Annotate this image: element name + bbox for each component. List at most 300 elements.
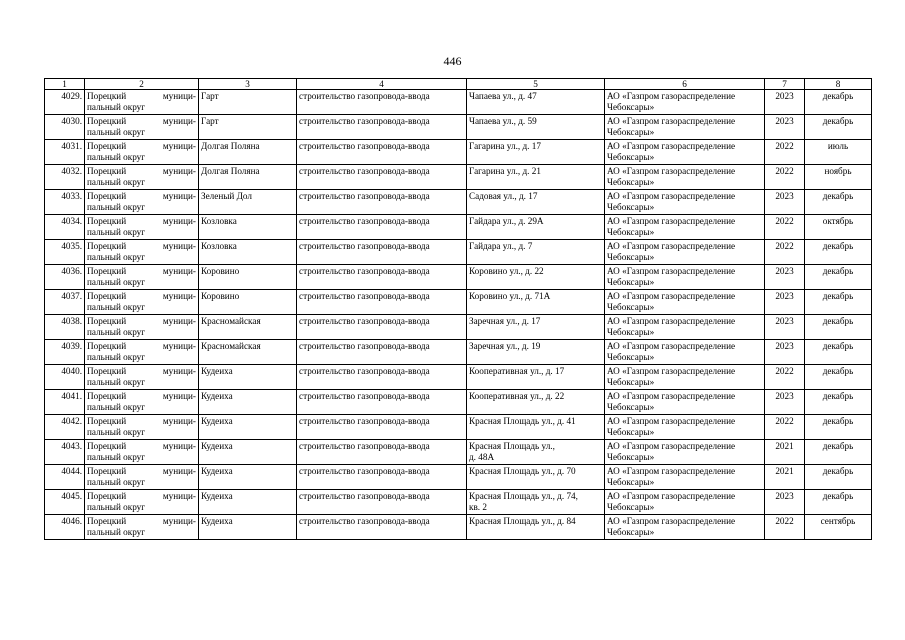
settlement: Кудеиха bbox=[201, 366, 233, 376]
organization-line: АО «Газпром газораспределение bbox=[607, 116, 736, 126]
district-text: Порецкий bbox=[87, 291, 127, 301]
organization-cell bbox=[605, 415, 765, 440]
work-type: строительство газопровода-ввода bbox=[299, 416, 430, 426]
column-header: 1 bbox=[45, 79, 85, 90]
row-number: 4031. bbox=[61, 141, 82, 151]
table-row bbox=[45, 240, 872, 265]
district-text: Порецкий bbox=[87, 516, 127, 526]
table-row bbox=[45, 265, 872, 290]
row-number-cell bbox=[45, 415, 85, 440]
work-type-cell bbox=[297, 465, 467, 490]
organization-cell bbox=[605, 465, 765, 490]
settlement: Козловка bbox=[201, 216, 237, 226]
month-cell bbox=[805, 215, 872, 240]
row-number-cell bbox=[45, 240, 85, 265]
settlement-cell bbox=[199, 340, 297, 365]
year-cell bbox=[765, 440, 805, 465]
work-type-cell bbox=[297, 365, 467, 390]
address-line: Заречная ул., д. 17 bbox=[469, 316, 541, 326]
work-type: строительство газопровода-ввода bbox=[299, 116, 430, 126]
district-text: муници- bbox=[162, 516, 196, 526]
district-text: пальный округ bbox=[87, 127, 146, 137]
month-cell bbox=[805, 340, 872, 365]
organization-line: Чебоксары» bbox=[607, 277, 655, 287]
organization-line: АО «Газпром газораспределение bbox=[607, 141, 736, 151]
table-row bbox=[45, 515, 872, 540]
address-cell bbox=[467, 340, 605, 365]
district-text: Порецкий bbox=[87, 491, 127, 501]
settlement-cell bbox=[199, 140, 297, 165]
work-type: строительство газопровода-ввода bbox=[299, 191, 430, 201]
work-type: строительство газопровода-ввода bbox=[299, 466, 430, 476]
district-text: муници- bbox=[162, 141, 196, 151]
month-cell bbox=[805, 190, 872, 215]
organization-line: Чебоксары» bbox=[607, 352, 655, 362]
district-text: муници- bbox=[162, 441, 196, 451]
district-text: пальный округ bbox=[87, 427, 146, 437]
month-cell bbox=[805, 165, 872, 190]
address-cell bbox=[467, 115, 605, 140]
row-number: 4038. bbox=[61, 316, 82, 326]
settlement: Кудеиха bbox=[201, 391, 233, 401]
organization-cell bbox=[605, 215, 765, 240]
district-text: пальный округ bbox=[87, 402, 146, 412]
organization-cell bbox=[605, 240, 765, 265]
month: декабрь bbox=[822, 91, 854, 101]
work-type: строительство газопровода-ввода bbox=[299, 366, 430, 376]
page-number: 446 bbox=[443, 54, 462, 68]
year-cell bbox=[765, 165, 805, 190]
year: 2022 bbox=[775, 516, 794, 526]
organization-line: Чебоксары» bbox=[607, 402, 655, 412]
organization-line: Чебоксары» bbox=[607, 377, 655, 387]
district-text: муници- bbox=[162, 166, 196, 176]
row-number-cell bbox=[45, 215, 85, 240]
row-number: 4033. bbox=[61, 191, 82, 201]
district-text: Порецкий bbox=[87, 91, 127, 101]
column-header: 2 bbox=[85, 79, 199, 90]
address-cell bbox=[467, 515, 605, 540]
work-type-cell bbox=[297, 490, 467, 515]
address-line: Красная Площадь ул., д. 41 bbox=[469, 416, 576, 426]
district-text: Порецкий bbox=[87, 366, 127, 376]
organization-line: Чебоксары» bbox=[607, 302, 655, 312]
work-type: строительство газопровода-ввода bbox=[299, 516, 430, 526]
work-type: строительство газопровода-ввода bbox=[299, 391, 430, 401]
year-cell bbox=[765, 265, 805, 290]
address-line: Заречная ул., д. 19 bbox=[469, 341, 541, 351]
organization-cell bbox=[605, 265, 765, 290]
row-number: 4030. bbox=[61, 116, 82, 126]
address-cell bbox=[467, 190, 605, 215]
district-text: пальный округ bbox=[87, 252, 146, 262]
district-cell bbox=[85, 340, 199, 365]
district-text: Порецкий bbox=[87, 266, 127, 276]
year: 2023 bbox=[775, 191, 794, 201]
month: декабрь bbox=[822, 341, 854, 351]
work-type-cell bbox=[297, 340, 467, 365]
table-row bbox=[45, 290, 872, 315]
month: декабрь bbox=[822, 466, 854, 476]
address-line: Гагарина ул., д. 17 bbox=[469, 141, 541, 151]
year-cell bbox=[765, 215, 805, 240]
row-number: 4040. bbox=[61, 366, 82, 376]
month-cell bbox=[805, 240, 872, 265]
address-line: кв. 2 bbox=[469, 502, 487, 512]
year-cell bbox=[765, 415, 805, 440]
work-type-cell bbox=[297, 290, 467, 315]
organization-cell bbox=[605, 140, 765, 165]
district-text: муници- bbox=[162, 91, 196, 101]
month: декабрь bbox=[822, 491, 854, 501]
district-text: муници- bbox=[162, 391, 196, 401]
year-cell bbox=[765, 240, 805, 265]
year-cell bbox=[765, 140, 805, 165]
table-row bbox=[45, 190, 872, 215]
address-line: Гайдара ул., д. 7 bbox=[469, 241, 533, 251]
year: 2023 bbox=[775, 491, 794, 501]
address-cell bbox=[467, 390, 605, 415]
organization-line: Чебоксары» bbox=[607, 527, 655, 537]
month: декабрь bbox=[822, 291, 854, 301]
district-text: Порецкий bbox=[87, 191, 127, 201]
work-type-cell bbox=[297, 415, 467, 440]
month-cell bbox=[805, 390, 872, 415]
row-number-cell bbox=[45, 90, 85, 115]
row-number: 4045. bbox=[61, 491, 82, 501]
work-type: строительство газопровода-ввода bbox=[299, 166, 430, 176]
address-cell bbox=[467, 465, 605, 490]
organization-line: Чебоксары» bbox=[607, 252, 655, 262]
address-cell bbox=[467, 90, 605, 115]
district-text: Порецкий bbox=[87, 466, 127, 476]
column-header: 6 bbox=[605, 79, 765, 90]
month: декабрь bbox=[822, 441, 854, 451]
settlement-cell bbox=[199, 240, 297, 265]
month: декабрь bbox=[822, 316, 854, 326]
district-cell bbox=[85, 515, 199, 540]
district-text: муници- bbox=[162, 116, 196, 126]
year: 2021 bbox=[775, 441, 794, 451]
month: сентябрь bbox=[820, 516, 856, 526]
row-number-cell bbox=[45, 440, 85, 465]
year: 2023 bbox=[775, 91, 794, 101]
district-text: Порецкий bbox=[87, 441, 127, 451]
row-number-cell bbox=[45, 265, 85, 290]
district-cell bbox=[85, 290, 199, 315]
district-text: пальный округ bbox=[87, 152, 146, 162]
organization-line: АО «Газпром газораспределение bbox=[607, 216, 736, 226]
settlement: Долгая Поляна bbox=[201, 141, 260, 151]
table-row bbox=[45, 340, 872, 365]
settlement: Кудеиха bbox=[201, 441, 233, 451]
year: 2022 bbox=[775, 166, 794, 176]
month-cell bbox=[805, 90, 872, 115]
district-text: Порецкий bbox=[87, 341, 127, 351]
district-cell bbox=[85, 265, 199, 290]
organization-line: АО «Газпром газораспределение bbox=[607, 191, 736, 201]
district-cell bbox=[85, 240, 199, 265]
district-text: Порецкий bbox=[87, 391, 127, 401]
row-number: 4041. bbox=[61, 391, 82, 401]
district-text: муници- bbox=[162, 416, 196, 426]
address-line: Гагарина ул., д. 21 bbox=[469, 166, 541, 176]
row-number-cell bbox=[45, 115, 85, 140]
district-cell bbox=[85, 365, 199, 390]
month: декабрь bbox=[822, 391, 854, 401]
organization-line: АО «Газпром газораспределение bbox=[607, 516, 736, 526]
organization-line: АО «Газпром газораспределение bbox=[607, 316, 736, 326]
year: 2023 bbox=[775, 316, 794, 326]
year: 2023 bbox=[775, 391, 794, 401]
column-header: 4 bbox=[297, 79, 467, 90]
settlement-cell bbox=[199, 365, 297, 390]
address-line: д. 48А bbox=[469, 452, 495, 462]
organization-line: Чебоксары» bbox=[607, 127, 655, 137]
address-line: Садовая ул., д. 17 bbox=[469, 191, 538, 201]
address-line: Коровино ул., д. 71А bbox=[469, 291, 551, 301]
organization-cell bbox=[605, 165, 765, 190]
district-text: пальный округ bbox=[87, 352, 146, 362]
district-text: пальный округ bbox=[87, 377, 146, 387]
month-cell bbox=[805, 290, 872, 315]
settlement-cell bbox=[199, 390, 297, 415]
table-row bbox=[45, 115, 872, 140]
district-text: пальный округ bbox=[87, 227, 146, 237]
year-cell bbox=[765, 190, 805, 215]
row-number-cell bbox=[45, 165, 85, 190]
month-cell bbox=[805, 140, 872, 165]
year: 2021 bbox=[775, 466, 794, 476]
work-type-cell bbox=[297, 140, 467, 165]
year: 2022 bbox=[775, 366, 794, 376]
district-text: пальный округ bbox=[87, 327, 146, 337]
year-cell bbox=[765, 340, 805, 365]
address-cell bbox=[467, 215, 605, 240]
month: декабрь bbox=[822, 116, 854, 126]
work-type-cell bbox=[297, 390, 467, 415]
organization-cell bbox=[605, 315, 765, 340]
organization-line: АО «Газпром газораспределение bbox=[607, 466, 736, 476]
district-cell bbox=[85, 440, 199, 465]
district-text: Порецкий bbox=[87, 241, 127, 251]
row-number: 4037. bbox=[61, 291, 82, 301]
table-row bbox=[45, 315, 872, 340]
district-cell bbox=[85, 90, 199, 115]
year-cell bbox=[765, 365, 805, 390]
settlement: Коровино bbox=[201, 266, 240, 276]
organization-cell bbox=[605, 90, 765, 115]
address-line: Гайдара ул., д. 29А bbox=[469, 216, 544, 226]
district-text: муници- bbox=[162, 316, 196, 326]
table-row bbox=[45, 390, 872, 415]
district-text: муници- bbox=[162, 341, 196, 351]
organization-line: АО «Газпром газораспределение bbox=[607, 441, 736, 451]
year-cell bbox=[765, 90, 805, 115]
district-cell bbox=[85, 390, 199, 415]
work-type: строительство газопровода-ввода bbox=[299, 241, 430, 251]
row-number: 4042. bbox=[61, 416, 82, 426]
organization-cell bbox=[605, 515, 765, 540]
table-row bbox=[45, 365, 872, 390]
organization-line: Чебоксары» bbox=[607, 502, 655, 512]
settlement: Козловка bbox=[201, 241, 237, 251]
work-type: строительство газопровода-ввода bbox=[299, 216, 430, 226]
district-text: Порецкий bbox=[87, 141, 127, 151]
district-text: муници- bbox=[162, 366, 196, 376]
address-cell bbox=[467, 290, 605, 315]
settlement-cell bbox=[199, 265, 297, 290]
organization-line: АО «Газпром газораспределение bbox=[607, 341, 736, 351]
organization-line: АО «Газпром газораспределение bbox=[607, 166, 736, 176]
work-type-cell bbox=[297, 240, 467, 265]
district-text: муници- bbox=[162, 241, 196, 251]
organization-cell bbox=[605, 340, 765, 365]
year-cell bbox=[765, 490, 805, 515]
registry-table bbox=[44, 78, 872, 540]
settlement-cell bbox=[199, 290, 297, 315]
address-line: Коровино ул., д. 22 bbox=[469, 266, 544, 276]
organization-line: Чебоксары» bbox=[607, 152, 655, 162]
row-number-cell bbox=[45, 140, 85, 165]
month-cell bbox=[805, 490, 872, 515]
organization-cell bbox=[605, 365, 765, 390]
year: 2023 bbox=[775, 341, 794, 351]
month-cell bbox=[805, 415, 872, 440]
row-number-cell bbox=[45, 390, 85, 415]
settlement-cell bbox=[199, 215, 297, 240]
district-text: пальный округ bbox=[87, 502, 146, 512]
organization-cell bbox=[605, 190, 765, 215]
row-number: 4032. bbox=[61, 166, 82, 176]
work-type: строительство газопровода-ввода bbox=[299, 141, 430, 151]
settlement: Красномайская bbox=[201, 316, 261, 326]
year: 2022 bbox=[775, 241, 794, 251]
address-cell bbox=[467, 265, 605, 290]
table-row bbox=[45, 415, 872, 440]
district-text: пальный округ bbox=[87, 202, 146, 212]
work-type: строительство газопровода-ввода bbox=[299, 266, 430, 276]
organization-line: АО «Газпром газораспределение bbox=[607, 416, 736, 426]
settlement-cell bbox=[199, 190, 297, 215]
district-cell bbox=[85, 465, 199, 490]
month: декабрь bbox=[822, 191, 854, 201]
row-number-cell bbox=[45, 340, 85, 365]
year-cell bbox=[765, 465, 805, 490]
column-header: 8 bbox=[805, 79, 872, 90]
month-cell bbox=[805, 440, 872, 465]
settlement-cell bbox=[199, 415, 297, 440]
address-cell bbox=[467, 365, 605, 390]
month: декабрь bbox=[822, 266, 854, 276]
district-text: Порецкий bbox=[87, 216, 127, 226]
district-cell bbox=[85, 115, 199, 140]
work-type-cell bbox=[297, 440, 467, 465]
settlement: Долгая Поляна bbox=[201, 166, 260, 176]
work-type-cell bbox=[297, 190, 467, 215]
work-type-cell bbox=[297, 315, 467, 340]
district-text: муници- bbox=[162, 266, 196, 276]
address-cell bbox=[467, 490, 605, 515]
settlement-cell bbox=[199, 515, 297, 540]
organization-line: АО «Газпром газораспределение bbox=[607, 241, 736, 251]
settlement-cell bbox=[199, 440, 297, 465]
table-row bbox=[45, 140, 872, 165]
settlement-cell bbox=[199, 490, 297, 515]
address-line: Красная Площадь ул., д. 84 bbox=[469, 516, 576, 526]
row-number-cell bbox=[45, 515, 85, 540]
address-line: Красная Площадь ул., д. 74, bbox=[469, 491, 578, 501]
organization-cell bbox=[605, 440, 765, 465]
work-type-cell bbox=[297, 165, 467, 190]
address-line: Красная Площадь ул., д. 70 bbox=[469, 466, 576, 476]
settlement: Зеленый Дол bbox=[201, 191, 252, 201]
settlement: Гарт bbox=[201, 116, 219, 126]
settlement-cell bbox=[199, 315, 297, 340]
work-type: строительство газопровода-ввода bbox=[299, 316, 430, 326]
address-cell bbox=[467, 165, 605, 190]
month: октябрь bbox=[822, 216, 854, 226]
settlement-cell bbox=[199, 465, 297, 490]
district-text: Порецкий bbox=[87, 316, 127, 326]
organization-line: Чебоксары» bbox=[607, 427, 655, 437]
year: 2023 bbox=[775, 116, 794, 126]
month-cell bbox=[805, 115, 872, 140]
district-text: муници- bbox=[162, 291, 196, 301]
district-cell bbox=[85, 190, 199, 215]
month-cell bbox=[805, 365, 872, 390]
work-type-cell bbox=[297, 515, 467, 540]
table-row bbox=[45, 440, 872, 465]
district-text: Порецкий bbox=[87, 166, 127, 176]
month-cell bbox=[805, 515, 872, 540]
month-cell bbox=[805, 315, 872, 340]
organization-cell bbox=[605, 490, 765, 515]
address-line: Чапаева ул., д. 59 bbox=[469, 116, 537, 126]
address-cell bbox=[467, 140, 605, 165]
organization-line: АО «Газпром газораспределение bbox=[607, 91, 736, 101]
work-type-cell bbox=[297, 215, 467, 240]
organization-cell bbox=[605, 115, 765, 140]
work-type-cell bbox=[297, 115, 467, 140]
row-number: 4029. bbox=[61, 91, 82, 101]
address-cell bbox=[467, 315, 605, 340]
district-cell bbox=[85, 165, 199, 190]
district-text: пальный округ bbox=[87, 452, 146, 462]
table-row bbox=[45, 465, 872, 490]
year-cell bbox=[765, 515, 805, 540]
organization-line: Чебоксары» bbox=[607, 177, 655, 187]
row-number-cell bbox=[45, 365, 85, 390]
year: 2023 bbox=[775, 266, 794, 276]
month-cell bbox=[805, 265, 872, 290]
year: 2022 bbox=[775, 216, 794, 226]
year: 2023 bbox=[775, 291, 794, 301]
column-number-row bbox=[45, 79, 872, 90]
month: июль bbox=[827, 141, 849, 151]
district-text: Порецкий bbox=[87, 116, 127, 126]
organization-line: Чебоксары» bbox=[607, 327, 655, 337]
work-type: строительство газопровода-ввода bbox=[299, 341, 430, 351]
row-number-cell bbox=[45, 290, 85, 315]
work-type: строительство газопровода-ввода bbox=[299, 441, 430, 451]
settlement: Кудеиха bbox=[201, 516, 233, 526]
district-cell bbox=[85, 490, 199, 515]
table-row bbox=[45, 90, 872, 115]
column-header: 7 bbox=[765, 79, 805, 90]
row-number-cell bbox=[45, 190, 85, 215]
table-row bbox=[45, 490, 872, 515]
